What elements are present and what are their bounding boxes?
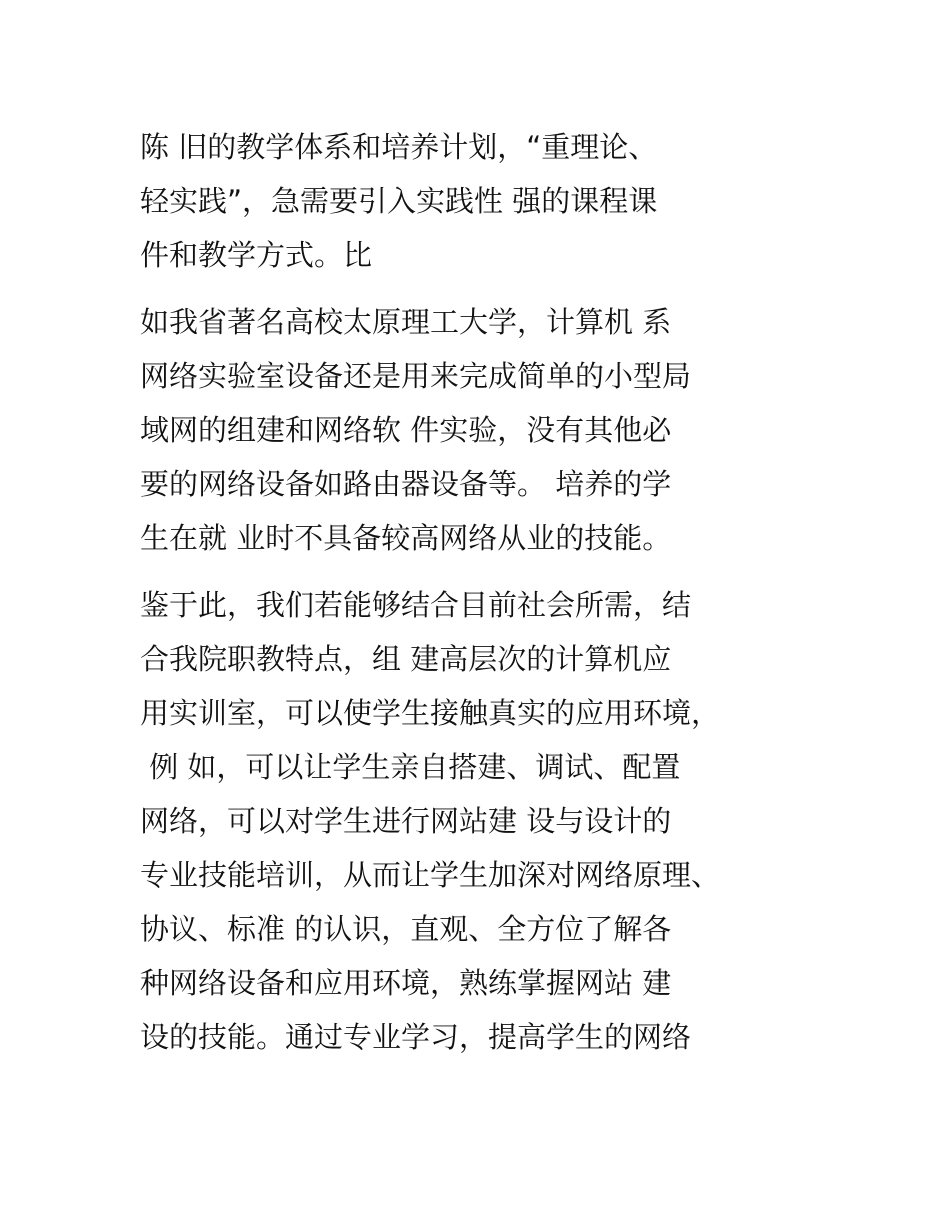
text-line: 如我省著名高校太原理工大学，计算机 系: [140, 305, 672, 339]
text-line: 网络实验室设备还是用来完成简单的小型局: [140, 359, 692, 393]
text-line: 设的技能。通过专业学习，提高学生的网络: [140, 1020, 692, 1054]
text-line: 协议、标准 的认识，直观、全方位了解各: [140, 912, 672, 946]
text-line: 陈 旧的教学体系和培养计划，“重理论、: [140, 130, 658, 164]
text-line: 种网络设备和应用环境，熟练掌握网站 建: [140, 966, 672, 1000]
text-line: 要的网络设备如路由器设备等。 培养的学: [140, 467, 672, 501]
text-line: 专业技能培训，从而让学生加深对网络原理、: [140, 858, 721, 892]
text-line: 轻实践”，急需要引入实践性 强的课程课: [140, 184, 658, 218]
text-line: 生在就 业时不具备较高网络从业的技能。: [140, 521, 672, 555]
text-line: 网络，可以对学生进行网站建 设与设计的: [140, 804, 672, 838]
text-line: 合我院职教特点，组 建高层次的计算机应: [140, 642, 672, 676]
paragraph-3: [140, 578, 840, 1064]
paragraph-1: [140, 120, 840, 282]
text-line: 域网的组建和网络软 件实验，没有其他必: [140, 413, 672, 447]
text-line: 用实训室，可以使学生接触真实的应用环境，: [140, 696, 721, 730]
document-body: [140, 120, 840, 1077]
text-line: 例 如，可以让学生亲自搭建、调试、配置: [140, 750, 681, 784]
text-line: 件和教学方式。比: [140, 238, 373, 272]
paragraph-2: [140, 295, 840, 565]
text-line: 鉴于此，我们若能够结合目前社会所需，结: [140, 588, 692, 622]
